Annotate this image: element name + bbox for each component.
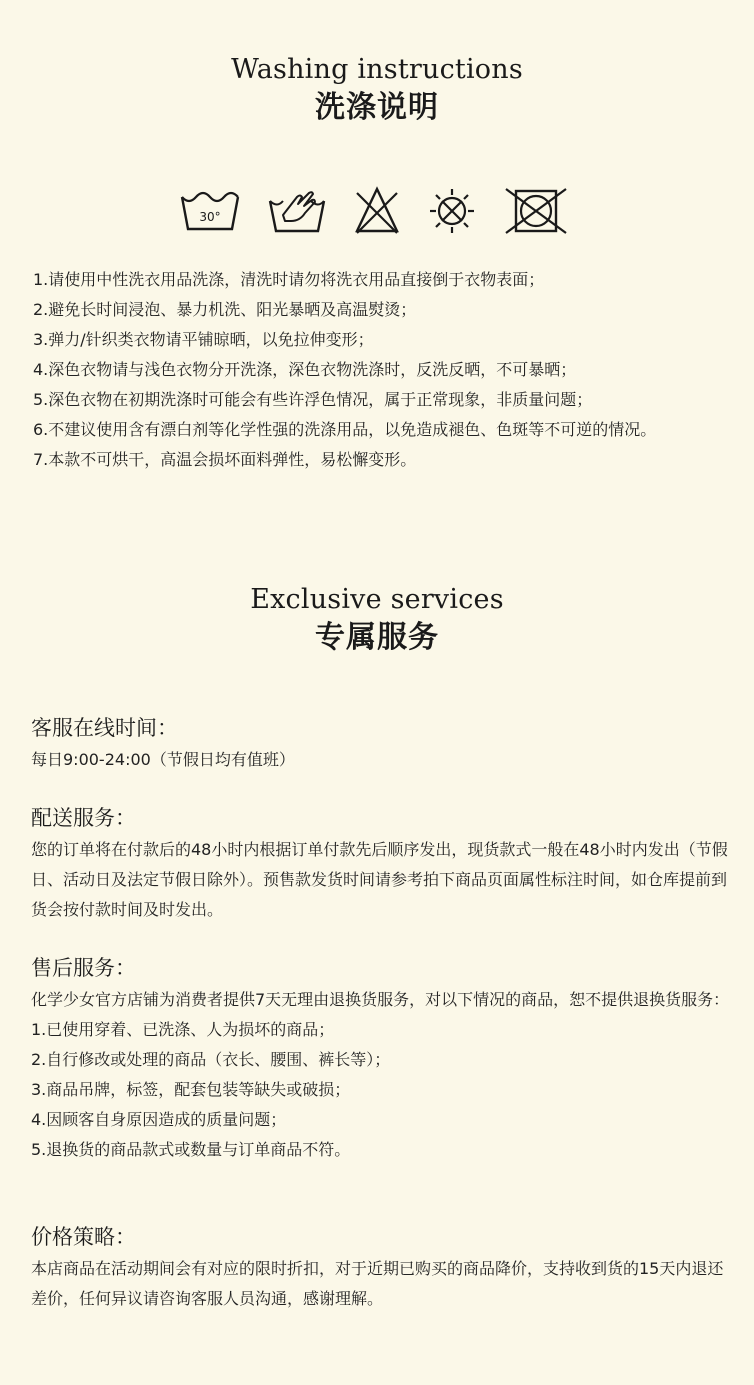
- no-bleach-icon: [353, 185, 401, 237]
- price-policy-title: 价格策略：: [31, 1225, 136, 1249]
- delivery-text: 您的订单将在付款后的48小时内根据订单付款先后顺序发出，现货款式一般在48小时内发出（节假日、活动日及法定节假日除外）。预售款发货时间请参考拍下商品页面属性标注时间，如仓库提前到货会按付款时间及时发出。: [31, 840, 728, 919]
- washing-instruction-item: 1.请使用中性洗衣用品洗涤，清洗时请勿将洗衣用品直接倒于衣物表面；: [33, 270, 545, 289]
- services-heading: [0, 582, 754, 658]
- care-icons-row: [175, 185, 575, 241]
- delivery-section: [31, 803, 731, 925]
- washing-instructions-list: [33, 265, 733, 475]
- after-sale-item: 2.自行修改或处理的商品（衣长、腰围、裤长等）；: [31, 1050, 391, 1069]
- washing-instruction-item: 7.本款不可烘干，高温会损坏面料弹性，易松懈变形。: [33, 450, 417, 469]
- washing-instruction-item: 5.深色衣物在初期洗涤时可能会有些许浮色情况，属于正常现象，非质量问题；: [33, 390, 593, 409]
- after-sale-item: 4.因顾客自身原因造成的质量问题；: [31, 1110, 287, 1129]
- after-sale-item: 3.商品吊牌，标签，配套包装等缺失或破损；: [31, 1080, 351, 1099]
- online-hours-title: 客服在线时间：: [31, 716, 178, 740]
- after-sale-title: 售后服务：: [31, 956, 136, 980]
- hand-wash-icon: [267, 185, 327, 237]
- washing-instruction-item: 3.弹力/针织类衣物请平铺晾晒，以免拉伸变形；: [33, 330, 374, 349]
- after-sale-section: [31, 953, 731, 1165]
- washing-instruction-item: 4.深色衣物请与浅色衣物分开洗涤，深色衣物洗涤时，反洗反晒，不可暴晒；: [33, 360, 577, 379]
- washing-instruction-item: 2.避免长时间浸泡、暴力机洗、阳光暴晒及高温熨烫；: [33, 300, 417, 319]
- no-sun-dry-icon: [427, 185, 477, 237]
- washing-instruction-item: 6.不建议使用含有漂白剂等化学性强的洗涤用品，以免造成褪色、色斑等不可逆的情况。: [33, 420, 657, 439]
- price-policy-text: 本店商品在活动期间会有对应的限时折扣，对于近期已购买的商品降价，支持收到货的15天内退还差价，任何异议请咨询客服人员沟通，感谢理解。: [31, 1259, 724, 1308]
- washing-heading: [0, 52, 754, 128]
- services-title-zh: 专属服务: [315, 620, 439, 655]
- price-policy-section: [31, 1222, 731, 1314]
- online-hours-section: [31, 713, 731, 775]
- wash-30-icon: [179, 185, 241, 237]
- after-sale-item: 5.退换货的商品款式或数量与订单商品不符。: [31, 1140, 351, 1159]
- washing-title-en: Washing instructions: [231, 54, 523, 85]
- no-tumble-dry-icon: [503, 185, 569, 237]
- wash-temperature-label: 30°: [199, 210, 221, 224]
- services-title-en: Exclusive services: [250, 584, 504, 615]
- washing-title-zh: 洗涤说明: [315, 90, 439, 125]
- after-sale-intro: 化学少女官方店铺为消费者提供7天无理由退换货服务，对以下情况的商品，恕不提供退换货服务：: [31, 990, 730, 1009]
- online-hours-text: 每日9:00-24:00（节假日均有值班）: [31, 750, 295, 769]
- after-sale-item: 1.已使用穿着、已洗涤、人为损坏的商品；: [31, 1020, 335, 1039]
- delivery-title: 配送服务：: [31, 806, 136, 830]
